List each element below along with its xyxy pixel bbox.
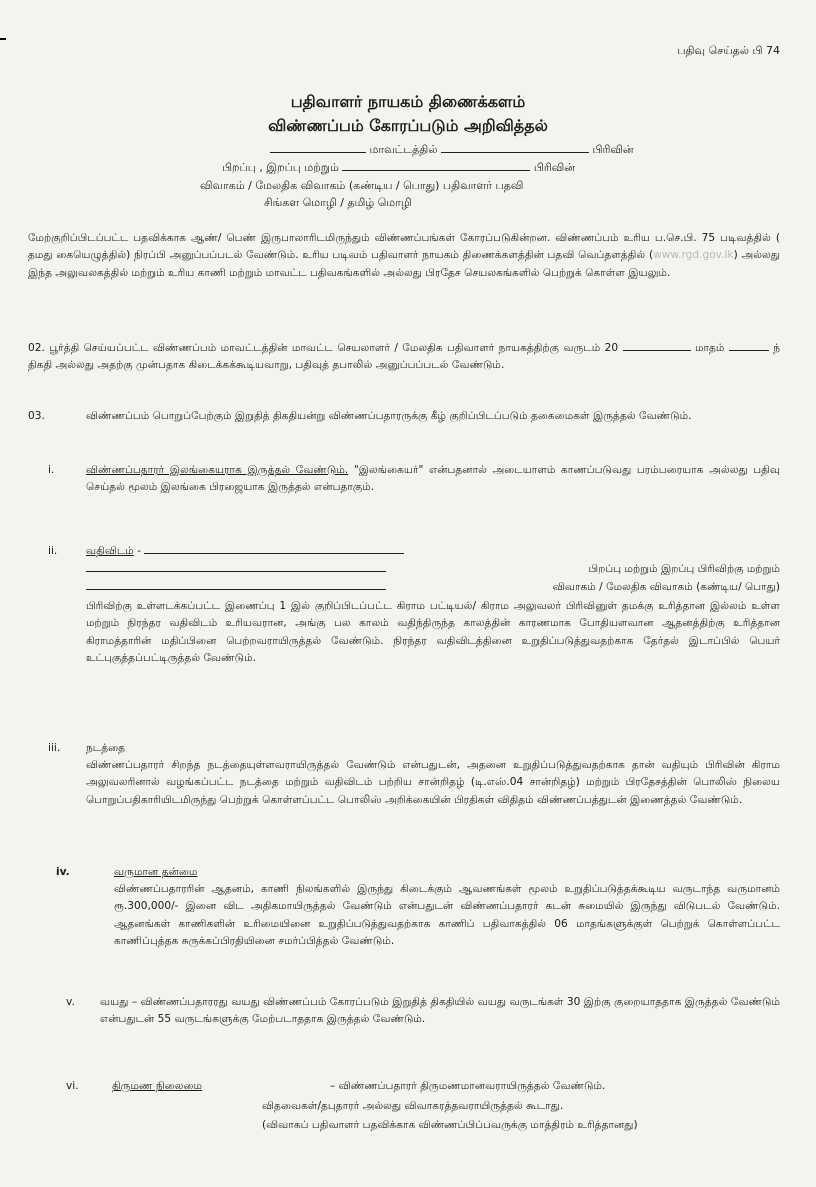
header-division-label: பிரிவின் <box>592 143 634 156</box>
item-i <box>86 462 780 497</box>
item-ii-text: பிரிவிற்கு உள்ளடக்கப்பட்ட இணைப்பு 1 இல் குறிப்பிடப்பட்ட கிராம பட்டியல்/ கிராம அலுவலர் பிரிவினுள் தமக்கு உரித்தான இல்லம் உள்ள மற்றும் நிரந்தர வதிவிடம் உரியவரான, அங்கு பல காலம் வதிந்திருந்த காலத்தின் காரணமாக போதியளவான ஆதனத்திற்கு உரித்தான கிராமத்தாரின் மதிப்பினை பெற்றவராயிருத்தல் வேண்டும். நிரந்தர வதிவிடத்தினை உறுதிப்படுத்துவதற்காக தேர்தல் இடாப்பில் பெயர் உட்புகுத்தப்பட்டிருத்தல் வேண்டும். <box>86 600 780 665</box>
paragraph-2-month-label: மாதம் <box>694 342 725 354</box>
header-birth-death-label: பிறப்பு , இறப்பு மற்றும் <box>222 161 339 174</box>
header-line-marriage: விவாகம் / மேலதிக விவாகம் (கண்டிய / பொது) பதிவாளர் பதவி <box>200 179 524 192</box>
item-iv-text: விண்ணப்பதாரரின் ஆதனம், காணி நிலங்களில் இருந்து கிடைக்கும் ஆவணங்கள் மூலம் உறுதிப்படுத்தக்கூடிய வருடாந்த வருமானம் ரூ.300,000/- இனை விட அதிகமாயிருத்தல் வேண்டும் என்பதுடன் விண்ணப்பதாரர் கடன் சுமையில் இருந்து விடுபடல் வேண்டும். ஆதனங்கள் காணிகளின் உரிமையினை உறுதிப்படுத்துவதற்காக காணிப் பதிவாகத்தில் 06 மாதங்களுக்குள் பெற்றுக் கொள்ளப்பட்ட காணிப்புத்தக சுருக்கப்பிரதியினை சமர்ப்பித்தல் வேண்டும். <box>114 883 780 948</box>
header-line-birth-death <box>222 161 575 176</box>
item-vi-line-2: விதவைகள்/தபுதாரர் அல்லது விவாகரத்தவராயிருத்தல் கூடாது. <box>262 1100 564 1112</box>
paragraph-2 <box>28 340 780 375</box>
item-i-text: "இலங்கையர்" என்பதனால் அடையாளம் காணப்படுவது பரம்பரையாக அல்லது பதிவு செய்தல் மூலம் இலங்கை பிரஜையாக இருத்தல் என்பதாகும். <box>86 464 781 494</box>
year-blank <box>623 341 691 351</box>
paragraph-3: விண்ணப்பம் பொறுப்பேற்கும் இறுதித் திகதியன்று விண்ணப்பதாரருக்கு கீழ் குறிப்பிடப்படும் தகைமைகள் இருத்தல் வேண்டும். <box>86 410 692 422</box>
item-vi-heading <box>112 1078 312 1095</box>
item-ii-head-line: வதிவிடம் - <box>86 543 780 560</box>
item-iv-heading <box>114 864 780 881</box>
header-district-label: மாவட்டத்தில் <box>369 143 438 156</box>
item-vi-line-1: – விண்ணப்பதாரர் திருமணமானவராயிருத்தல் வேண்டும். <box>330 1080 606 1092</box>
item-vi-heading-text: திருமண நிலைமை <box>112 1080 203 1092</box>
item-v-text: வயது – விண்ணப்பதாரரது வயது விண்ணப்பம் கோரப்படும் இறுதித் திகதியில் வயது வருடங்கள் 30 இற்கு குறையாததாக இருத்தல் வேண்டும் என்பதுடன் 55 வருடங்களுக்கு மேற்படாததாக இருத்தல் வேண்டும். <box>100 996 780 1026</box>
item-iii-heading: நடத்தை <box>86 742 126 754</box>
item-vi-line-3: (விவாகப் பதிவாளர் பதவிக்காக விண்ணப்பிப்பவருக்கு மாத்திரம் உரித்தானது) <box>262 1119 638 1131</box>
item-ii-birth-death: பிறப்பு மற்றும் இறப்பு பிரிவிற்கு மற்றும் <box>588 563 780 575</box>
paragraph-1-text-a: மேற்குறிப்பிடப்பட்ட பதவிக்காக ஆண்/ பெண் இருபாலாரிடமிருந்தும் விண்ணப்பங்கள் கோரப்படுகின்றன. விண்ணப்பம் உரிய ப.செ.பி. 75 படிவத்தில் ( தமது கையெழுத்தில்) நிரப்பி அனுப்பப்படல் வேண்டும். உரிய படிவம் பதிவாளர் நாயகம் திணைக்களத்தின் பதவி வெப்தளத்தில் ( <box>28 232 780 262</box>
item-vi-number: vi. <box>66 1080 79 1092</box>
item-iii-text: விண்ணப்பதாரர் சிறந்த நடத்தையுள்ளவராயிருத்தல் வேண்டும் என்பதுடன், அதனை உறுதிப்படுத்துவதற்காக தான் வதியும் பிரிவின் கிராம அலுவலரினால் வழங்கப்பட்ட நடத்தை மற்றும் வதிவிடம் பற்றிய சான்றிதழ் (டி.எஸ்.04 சான்றிதழ்) மற்றும் பிரதேசத்தின் பொலிஸ் நிலைய பொறுப்பதிகாரியிடமிருந்து பெற்றுக் கொள்ளப்பட்ட பொலிஸ் அறிக்கையின் பிரதிகள் விதிதம் விண்ணப்பத்துடன் இணைத்தல் வேண்டும். <box>86 759 780 806</box>
item-ii-line-2 <box>86 561 780 578</box>
item-ii-number: ii. <box>48 545 58 557</box>
form-reference: பதிவு செய்தல் பி 74 <box>677 44 780 57</box>
notice-title: விண்ணப்பம் கோரப்படும் அறிவித்தல் <box>268 116 548 135</box>
birth-death-blank <box>342 161 530 171</box>
item-v-number: v. <box>66 996 75 1008</box>
item-iv-heading-text: வருமான தன்மை <box>114 866 198 878</box>
header-line-district <box>270 143 634 158</box>
residence-blank-2 <box>86 562 386 572</box>
day-blank <box>729 341 769 351</box>
item-iv-number: iv. <box>56 866 70 878</box>
division-blank <box>441 143 589 153</box>
header-line-language: சிங்கள மொழி / தமிழ் மொழி <box>264 196 412 209</box>
website-address: www.rgd.gov.lk <box>653 249 734 262</box>
header-birth-death-division: பிரிவின் <box>533 161 575 174</box>
paragraph-2-text-c: ந் திகதி அல்லது அதற்கு முன்பதாக கிடைக்கக்கூடியவாறு, பதிவுத் தபாலில் அனுப்பப்படல் வேண்டும். <box>28 342 781 372</box>
department-title: பதிவாளர் நாயகம் திணைக்களம் <box>290 92 526 111</box>
paragraph-1 <box>28 230 780 282</box>
paragraph-3-number: 03. <box>28 410 45 422</box>
paragraph-2-text-a: 02. பூர்த்தி செய்யப்பட்ட விண்ணப்பம் மாவட்டத்தின் மாவட்ட செயலாளர் / மேலதிக பதிவாளர் நாயகத்திற்கு வருடம் 20 <box>28 342 619 354</box>
item-ii-heading: வதிவிடம் <box>86 545 134 557</box>
item-i-number: i. <box>48 464 55 476</box>
item-ii-marriage: விவாகம் / மேலதிக விவாகம் (கண்டிய/ பொது) <box>552 581 780 593</box>
page-edge-mark <box>0 38 6 40</box>
item-iii-number: iii. <box>48 742 61 754</box>
residence-blank-3 <box>86 580 386 590</box>
district-blank <box>270 143 366 153</box>
residence-blank-1 <box>144 544 404 554</box>
item-ii-line-3 <box>86 579 780 596</box>
item-i-heading: விண்ணப்பதாரர் இலங்கையராக இருத்தல் வேண்டும். <box>86 464 349 476</box>
paragraph-1-text-b: ) அல்லது இந்த அலுவலகத்தில் மற்றும் உரிய காணி மற்றும் மாவட்ட பதிவகங்களில் அல்லது பிரதேச செயலகங்களில் பெற்றுக் கொள்ள இயலும். <box>28 249 780 279</box>
